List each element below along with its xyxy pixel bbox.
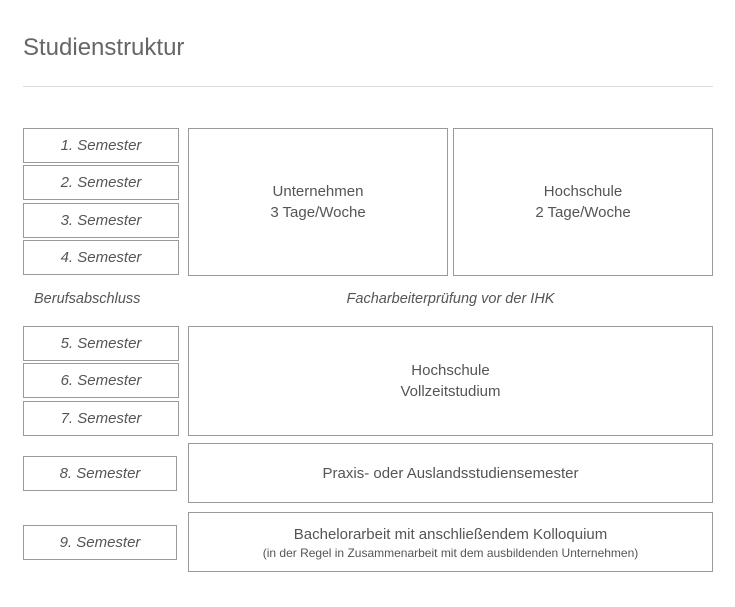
semester-7-label: 7. Semester bbox=[60, 410, 142, 427]
semester-5-label: 5. Semester bbox=[60, 335, 142, 352]
semester-6-label: 6. Semester bbox=[60, 372, 142, 389]
company-schedule: 3 Tage/Woche bbox=[270, 204, 366, 221]
practice-abroad-text: Praxis- oder Auslandsstudiensemester bbox=[322, 464, 579, 482]
semester-1-cell bbox=[23, 128, 179, 163]
university-schedule: 2 Tage/Woche bbox=[535, 204, 631, 221]
practice-abroad-block bbox=[188, 443, 713, 503]
semester-7-cell bbox=[23, 401, 179, 436]
milestone-label: Berufsabschluss bbox=[34, 291, 141, 307]
semester-4-cell bbox=[23, 240, 179, 275]
semester-8-cell bbox=[23, 456, 177, 491]
semester-2-label: 2. Semester bbox=[60, 174, 142, 191]
company-block bbox=[188, 128, 448, 276]
semester-5-cell bbox=[23, 326, 179, 361]
fulltime-study-mode: Vollzeitstudium bbox=[400, 383, 501, 400]
semester-2-cell bbox=[23, 165, 179, 200]
university-block-part-time bbox=[453, 128, 713, 276]
university-block-full-time bbox=[188, 326, 713, 436]
semester-1-label: 1. Semester bbox=[60, 137, 142, 154]
title-divider bbox=[23, 86, 713, 87]
semester-3-label: 3. Semester bbox=[60, 212, 142, 229]
thesis-block bbox=[188, 512, 713, 572]
semester-9-cell bbox=[23, 525, 177, 560]
semester-3-cell bbox=[23, 203, 179, 238]
company-name: Unternehmen bbox=[272, 183, 364, 200]
page-title: Studienstruktur bbox=[23, 34, 185, 61]
fulltime-university-name: Hochschule bbox=[411, 362, 490, 379]
semester-4-label: 4. Semester bbox=[60, 249, 142, 266]
semester-6-cell bbox=[23, 363, 179, 398]
milestone-exam: Facharbeiterprüfung vor der IHK bbox=[346, 291, 555, 307]
thesis-note: (in der Regel in Zusammenarbeit mit dem ausbildenden Unternehmen) bbox=[262, 545, 639, 560]
semester-9-label: 9. Semester bbox=[59, 534, 141, 551]
thesis-text: Bachelorarbeit mit anschließendem Kolloquium bbox=[293, 525, 608, 543]
university-name: Hochschule bbox=[543, 183, 623, 200]
semester-8-label: 8. Semester bbox=[59, 465, 141, 482]
